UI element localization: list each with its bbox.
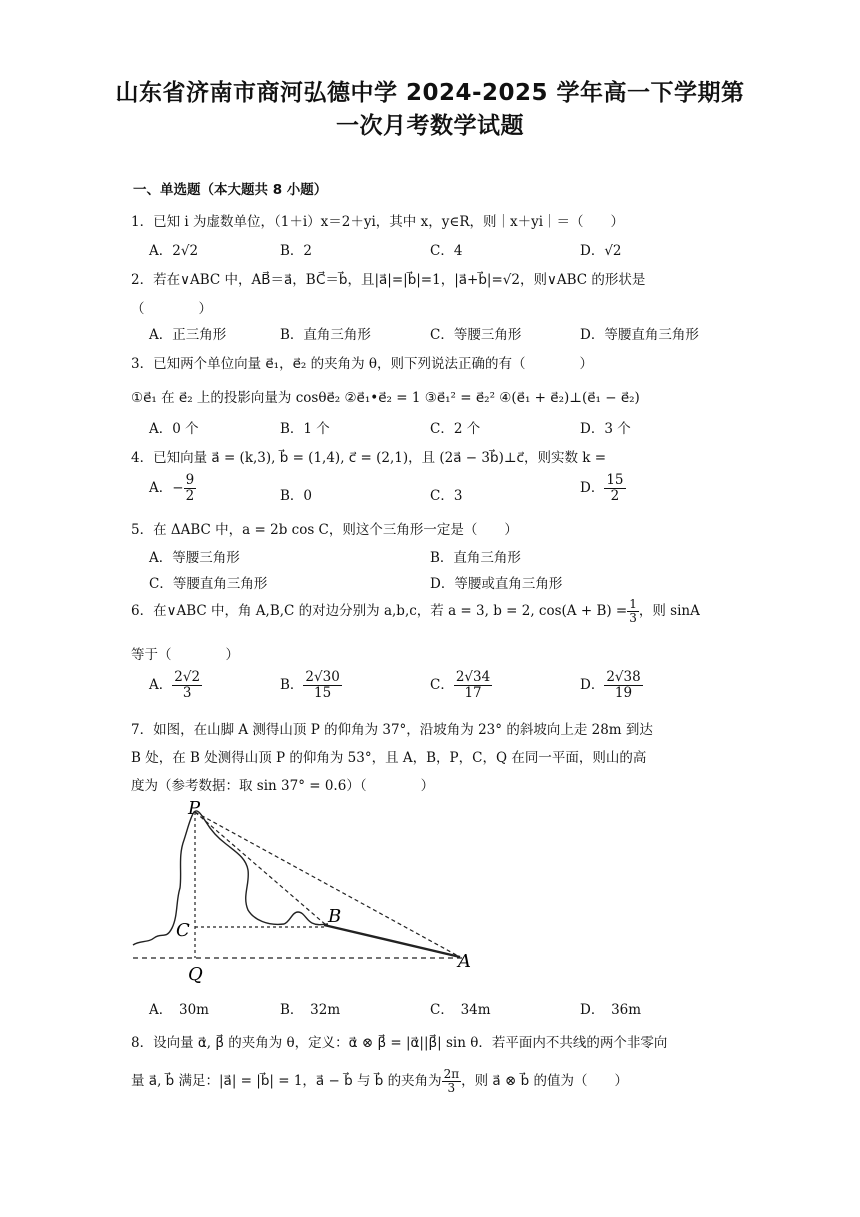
q6-option-d-numerator: 2√38 [606, 669, 641, 685]
label-q: Q [188, 964, 203, 985]
q4-stem: 4．已知向量 a⃗ = (k,3), b⃗ = (1,4), c⃗ = (2,1)，且 (2a⃗ − 3b⃗)⊥c⃗，则实数 k = [131, 450, 607, 466]
q6-stem-tail: ，则 sinA [638, 603, 700, 620]
q1-option-d: D．√2 [580, 243, 622, 259]
q6-option-d [580, 670, 643, 701]
q1-option-a: A．2√2 [149, 243, 199, 259]
q6-option-d-denominator: 19 [614, 684, 633, 701]
q6-stem-line-2: 等于（ ） [131, 647, 239, 663]
q2-stem-line-1: 2．若在∨ABC 中，AB⃗＝a⃗，BC⃗＝b⃗，且|a⃗|=|b⃗|=1，|a⃗+b⃗|=√2，则∨ABC 的形状是 [131, 272, 646, 288]
q3-option-c: C．2 个 [430, 421, 481, 437]
q4-option-d-numerator: 15 [606, 472, 624, 488]
q6-option-c-prefix: C． [430, 676, 454, 693]
q6-option-d-prefix: D． [580, 676, 605, 693]
q3-option-a: A．0 个 [149, 421, 199, 437]
q6-stem-text: 6．在∨ABC 中，角 A,B,C 的对边分别为 a,b,c，若 a = 3, b = 2, cos(A + B) = [131, 603, 628, 620]
section-heading: 一、单选题（本大题共 8 小题） [133, 182, 328, 198]
q6-option-a-denominator: 3 [182, 684, 192, 701]
q2-option-a: A．正三角形 [149, 327, 227, 343]
q6-stem-fraction-numerator: 1 [629, 597, 637, 611]
mountain-figure [128, 800, 488, 985]
label-b: B [328, 906, 342, 927]
sight-line-pa [195, 812, 460, 957]
q1-option-c: C．4 [430, 243, 463, 259]
q6-stem-fraction-denominator: 3 [629, 611, 637, 626]
sight-line-pb [195, 812, 326, 925]
q7-stem-line-3: 度为（参考数据：取 sin 37° = 0.6）（ ） [131, 778, 435, 794]
q4-option-a-prefix: A． [149, 479, 173, 496]
q2-option-c: C．等腰三角形 [430, 327, 522, 343]
q3-option-d: D．3 个 [580, 421, 631, 437]
q6-option-a [149, 670, 202, 701]
q8-stem-line-2 [131, 1068, 628, 1095]
q4-option-a-denominator: 2 [185, 487, 195, 504]
q5-option-a: A．等腰三角形 [149, 550, 240, 566]
q6-option-b-numerator: 2√30 [305, 669, 340, 685]
q7-option-a: A． 30m [149, 1002, 209, 1018]
label-p: P [188, 800, 201, 819]
q8-stem-text: 量 a⃗, b⃗ 满足：|a⃗| = |b⃗| = 1，a⃗ − b⃗ 与 b⃗ 的夹角为 [131, 1073, 442, 1090]
exam-title-line-2: 一次月考数学试题 [336, 113, 524, 139]
q5-option-c: C．等腰直角三角形 [149, 576, 268, 592]
q2-option-b: B．直角三角形 [280, 327, 371, 343]
q8-fraction-denominator: 3 [447, 1081, 456, 1096]
q7-option-c: C． 34m [430, 1002, 491, 1018]
q4-option-d-denominator: 2 [610, 487, 620, 504]
q5-option-b: B．直角三角形 [430, 550, 521, 566]
q7-option-b: B． 32m [280, 1002, 341, 1018]
exam-title-line-1: 山东省济南市商河弘德中学 2024-2025 学年高一下学期第 [115, 80, 745, 106]
q2-option-d: D．等腰直角三角形 [580, 327, 699, 343]
q7-option-d: D． 36m [580, 1002, 642, 1018]
q8-fraction-numerator: 2π [443, 1067, 460, 1081]
q6-option-b-prefix: B． [280, 676, 304, 693]
mountain-outline [133, 811, 328, 945]
q4-option-a-sign: − [172, 479, 184, 496]
label-a: A [458, 951, 471, 972]
label-c: C [176, 920, 190, 941]
q4-option-c: C．3 [430, 488, 463, 504]
q4-option-b: B．0 [280, 488, 313, 504]
slope-line-ba [324, 925, 460, 957]
q5-stem: 5．在 ΔABC 中，a = 2b cos C，则这个三角形一定是（ ） [131, 522, 518, 538]
q1-stem: 1．已知 i 为虚数单位，（1＋i）x＝2＋yi，其中 x，y∈R，则｜x＋yi｜＝（ ） [131, 214, 625, 230]
q3-stem: 3．已知两个单位向量 e⃗₁，e⃗₂ 的夹角为 θ，则下列说法正确的有（ ） [131, 356, 594, 372]
q4-option-a [149, 473, 196, 504]
q4-option-a-numerator: 9 [185, 472, 195, 488]
q3-option-b: B．1 个 [280, 421, 330, 437]
q8-stem-tail: ，则 a⃗ ⊗ b⃗ 的值为（ ） [461, 1073, 628, 1090]
q6-option-c [430, 670, 492, 701]
q6-option-b [280, 670, 342, 701]
q6-option-c-denominator: 17 [464, 684, 482, 701]
q7-stem-line-1: 7．如图，在山脚 A 测得山顶 P 的仰角为 37°，沿坡角为 23° 的斜坡向上走 28m 到达 [131, 722, 653, 738]
q2-stem-line-2: （ ） [131, 301, 212, 317]
q6-option-a-numerator: 2√2 [174, 669, 201, 685]
q5-option-d: D．等腰或直角三角形 [430, 576, 563, 592]
q6-option-a-prefix: A． [149, 676, 173, 693]
q7-stem-line-2: B 处，在 B 处测得山顶 P 的仰角为 53°，且 A，B，P，C，Q 在同一平面，则山的高 [131, 750, 647, 766]
q6-option-c-numerator: 2√34 [455, 669, 491, 685]
q3-statements: ①e⃗₁ 在 e⃗₂ 上的投影向量为 cosθe⃗₂ ②e⃗₁•e⃗₂ = 1 ③e⃗₁² = e⃗₂² ④(e⃗₁ + e⃗₂)⊥(e⃗₁ − e⃗₂) [131, 390, 640, 406]
q4-option-d-prefix: D． [580, 479, 605, 496]
q4-option-d [580, 473, 626, 504]
q6-option-b-denominator: 15 [314, 684, 332, 701]
q1-option-b: B．2 [280, 243, 313, 259]
q6-stem-line-1 [131, 598, 700, 625]
q8-stem-line-1: 8．设向量 α⃗, β⃗ 的夹角为 θ，定义：α⃗ ⊗ β⃗ = |α⃗||β⃗| sin θ．若平面内不共线的两个非零向 [131, 1035, 668, 1051]
